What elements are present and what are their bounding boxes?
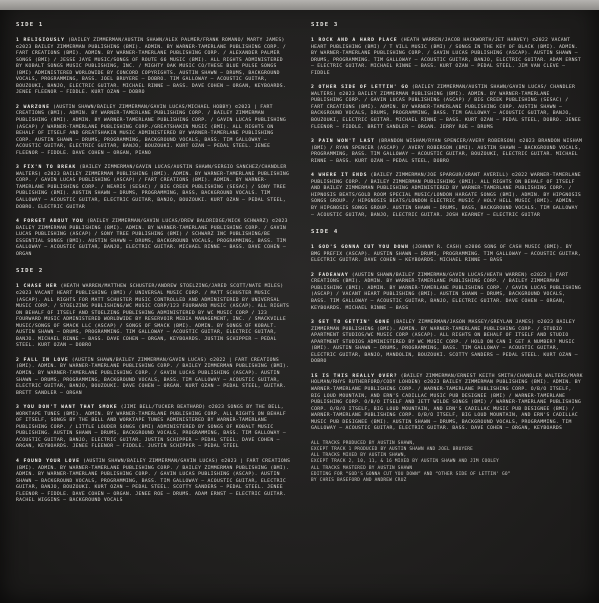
track-title: 3 PAIN WON'T LAST <box>311 139 375 145</box>
track-credit-text <box>16 405 291 451</box>
track-credit-text <box>311 245 583 265</box>
track-credit-text <box>311 139 583 165</box>
track-title: 1 ROCK AND A HARD PLACE <box>311 38 398 43</box>
track-title: 1 GOD'S GONNA CUT YOU DOWN <box>311 245 409 251</box>
track-credits: (HEATH WARREN/JACOB HACKWORTH/JET HARVEY) ©2022 VACANT HEART PUBLISHING (BMI) / T VILL MUSIC (BMI) / SONGS IN THE KEY OF BLACK (BMI). ADMIN. BY WARNER-TAMERLANE PUBLISHING CORP. / GAVIN LUCAS PUBLISHING (ASCAP). AUSTIN SHAWN – DRUMS, PROGRAMMING. TIM GALLOWAY – ACOUSTIC GUITAR, BANJO, ELECTRIC GUITAR. ADAM ERNST – ELECTRIC GUITAR. MICHAEL RINNE – BASS. KURT OZAN – PEDAL STEEL. JIM VAN CLEVE – FIDDLE <box>311 38 582 76</box>
track-entry <box>311 85 583 131</box>
credit-line: EDITING FOR “GOD'S GONNA CUT YOU DOWN” AND “OTHER SIDE OF LETTIN' GO” <box>311 471 511 477</box>
credit-line: ALL TRACKS MASTERED BY AUSTIN SHAWN <box>311 465 413 471</box>
side-1-label: SIDE 1 <box>16 22 44 28</box>
track-credits: (BAILEY ZIMMERMAN/GAVIN LUCAS/AUSTIN SHAWN/SERGIO SANCHEZ/CHANDLER WALTERS) ©2023 BAILEY ZIMMERMAN PUBLISHING (BMI). ADMIN. BY WARNER-TAMERLANE PUBLISHING CORP. / GAVIN LUCAS PUBLISHING (ASCAP) / FART CREATIONS (BMI). ADMIN. BY WARNER-TAMERLANE PUBLISHING CORP. / NEARIS (SESAC) / BIG CREEK PUBLISHING (SESAC) / SONY TREE PUBLISHING (BMI). AUSTIN SHAWN – DRUMS, PROGRAMMING, BASS, BACKGROUND VOCALS. TIM GALLOWAY – ACOUSTIC GUITAR, ELECTRIC GUITAR, BANJO, BOUZOUKI. KURT OZAN – PEDAL STEEL, DOBRO. ELECTRIC GUITAR <box>16 165 290 210</box>
track-entry <box>16 219 291 258</box>
track-credits: (BRANDON WISHAM/RYAN SPENCER/AVERY ROBERSON) ©2023 BRANDON WISHAM (BMI) / RYAN SPENCER (ASCAP) / AVERY ROBERSON (BMI). AUSTIN SHAWN – BACKGROUND VOCALS, PROGRAMMING, BASS. TIM GALLOWAY – ACOUSTIC GUITAR, BOUZOUKI, ELECTRIC GUITAR. MICHAEL RINNE – BASS. KURT OZAN – PEDAL STEEL, DOBRO <box>311 139 583 164</box>
credit-line: EXCEPT TRACK 1 PRODUCED BY AUSTIN SHAWN AND JOEL BRUYERE <box>311 447 474 452</box>
side-4-label: SIDE 4 <box>311 229 339 236</box>
track-credits: (HEATH WARREN/MATTHEW SCHUSTER/ANDREW STOELZING/JARED SCOTT/NATE MILES) ©2023 VACANT HEART PUBLISHING (BMI) / UNIVERSAL MUSIC CORP. / MATT SCHUSTER MUSIC (ASCAP). ALL RIGHTS FOR MATT SCHUSTER MUSIC CONTROLLED AND ADMINISTERED BY UNIVERSAL MUSIC CORP. / STOELZING PUBLISHING/WC MUSIC CORP/123 FOURWARD MUSIC (ASCAP). ALL RIGHTS ON BEHALF OF ITSELF AND STOELZING PUBLISHING ADMINISTERED BY WC MUSIC CORP / 123 FOURWARD MUSIC ADMINISTERED WORLDWIDE BY RESERVOIR MEDIA MANAGEMENT, INC. / SMACKVILLE MUSIC/SONGS OF SMACK LLC (ASCAP) / SONGS OF SMACK (BMI). ADMIN. BY SONGS OF KOBALT. AUSTIN SHAWN – DRUMS, PROGRAMMING. TIM GALLOWAY – ACOUSTIC GUITAR, ELECTRIC GUITAR, BANJO. MICHAEL RINNE – BASS. DAVE COHEN – ORGAN, KEYBOARDS. JUSTIN SCHIPPER – PEDAL STEEL. KURT OZAN – DOBRO <box>16 284 290 349</box>
track-entry <box>16 165 291 211</box>
credit-line: EXCEPT TRACK 2, 10, 11, & 16 MIXED BY AUSTIN SHAWN AND JIM COOLEY <box>311 459 500 465</box>
track-title: 1 RELIGIOUSLY <box>16 38 65 43</box>
track-credits: (AUSTIN SHAWN/BAILEY ZIMMERMAN/GAVIN LUCAS/MICHAEL HOBBY) ©2023 | FART CREATIONS (BMI). ADMIN. BY WARNER-TAMERLANE PUBLISHING CORP. / BAILEY ZIMMERMAN PUBLISHING (BMI). ADMIN. BY WARNER-TAMERLANE PUBLISHING CORP. / GAVIN LUCAS PUBLISHING (ASCAP) / WARNER-TAMERLANE PUBLISHING CORP./GREATSHAKIN MUSIC (BMI). ALL RIGHTS ON BEHALF OF ITSELF AND GREATSHAKIN MUSIC ADMINISTERED BY WARNER-TAMERLANE PUBLISHING CORP. AUSTIN SHAWN – DRUMS, PROGRAMMING, BACKGROUND VOCALS, BASS. TIM GALLOWAY – ACOUSTIC GUITAR, ELECTRIC GUITAR, BANJO, BOUZOUKI. KURT OZAN – PEDAL STEEL. JENEE FLEENOR – FIDDLE. DAVE COHEN – ORGAN, PIANO <box>16 104 287 156</box>
track-credit-text <box>16 105 291 157</box>
track-credit-text <box>16 358 291 397</box>
track-title: 1 CHASE HER <box>16 284 58 290</box>
side-3-tracklist <box>311 38 583 219</box>
track-title: 2 WARZONE <box>16 104 50 110</box>
track-credit-text <box>16 38 291 97</box>
track-title: 3 FIX'N TO BREAK <box>16 165 77 171</box>
side-2-label: SIDE 2 <box>16 268 44 275</box>
track-title: 3 GET TO GETTIN' GONE <box>311 320 390 326</box>
track-title: 4 WHERE IT ENDS <box>311 173 368 179</box>
track-credits: (BAILEY ZIMMERMAN/JOE SPARGUR/GRANT AVERILL) ©2022 WARNER-TAMERLANE PUBLISHING CORP. / BAILEY ZIMMERMAN PUBLISHING (BMI). ALL RIGHTS ON BEHALF OF ITSELF AND BAILEY ZIMMERMAN PUBLISHING ADMINISTERED BY WARNER-TAMERLANE PUBLISHING CORP. / HIPNOSIS BEATS/GOLD ROOM SPECIAL MUSIC/LONDON HARGATE SONGS (BMI). ADMIN. BY HIPGNOSIS SONGS GROUP. / HIPGNOSIS BEATS/LONDON ELECTRIC MUSIC / HOLY HELL MUSIC (BMI). ADMIN. BY HIPGNOSIS SONGS GROUP. AUSTIN SHAWN – DRUMS, BASS, BACKGROUND VOCALS. TIM GALLOWAY – ACOUSTIC GUITAR, BANJO, ELECTRIC GUITAR. JOSH KEARNEY – ELECTRIC GUITAR <box>311 173 582 218</box>
track-title: 2 FADEAWAY <box>311 272 349 278</box>
track-credits: (JOHNNY R. CASH) ©2006 SONG OF CASH MUSIC (BMI). BY BMG PREFIX (ASCAP). AUSTIN SHAWN – DRUMS, PROGRAMMING. TIM GALLOWAY – ACOUSTIC GUITAR, ELECTRIC GUITAR. DAVE COHEN – KEYBOARDS. MICHAEL RINNE – BASS <box>311 245 582 264</box>
track-credit-text <box>16 165 291 211</box>
track-title: 4 FORGET ABOUT YOU <box>16 219 84 225</box>
track-credit-text <box>16 459 291 505</box>
track-entry <box>311 173 583 219</box>
track-credit-text <box>16 219 291 258</box>
track-entry <box>311 273 583 312</box>
credit-line: ALL TRACKS PRODUCED BY AUSTIN SHAWN, <box>311 440 416 446</box>
track-credit-text <box>311 85 583 131</box>
track-entry <box>311 245 583 265</box>
side-1-tracklist <box>16 38 291 258</box>
track-entry <box>311 139 583 165</box>
track-credits: (BAILEY ZIMMERMAN/AUSTIN SHAWN/ALEX PALMER/FRANK ROMANO/ MARTY JAMES) ©2023 BAILEY ZIMMERMAN PUBLISHING (BMI). ADMIN. BY WARNER-TAMERLANE PUBLISHING CORP. / FART CREATIONS (BMI). ADMIN. BY WARNER-TAMERLANE PUBLISHING CORP. / ALEXANDER PALMER SONGS (BMI) / JESSE JAYE MUSIC/SONGS OF ROUTE 66 MUSIC (BMI). ALL RIGHTS ADMINISTERED BY KOBALT SONGS MUSIC PUBLISHING, INC. / MIGHTY OAK MUSIC CO/THESE BLUE PULSE SONGS (BMI) ADMINISTERED WORLDWIDE BY CONCORD COPYRIGHTS. AUSTIN SHAWN – DRUMS, BACKGROUND VOCALS, PROGRAMMING, BASS. JOEL BRUYERE – DOBRO. TIM GALLOWAY – ACOUSTIC GUITAR, BOUZOUKI, BANJO, ELECTRIC GUITAR. MICHAEL RINNE – BASS. DAVE COHEN – ORGAN, KEYBOARDS. JENEE FLEENOR – FIDDLE. KURT OZAN – DOBRO <box>16 38 287 96</box>
credit-line: ALL TRACKS MIXED BY AUSTIN SHAWN, <box>311 453 407 459</box>
track-entry <box>16 358 291 397</box>
track-credit-text <box>16 284 291 349</box>
track-credits: (JIMI BELL/TUCKER BEATHARD) ©2023 SONGS BY THE BELL, WORKTAPE TUNES (BMI). ADMIN. BY WARNER-TAMERLANE PUBLISHING CORP. ALL RIGHTS ON BEHALF OF ITSELF, SONGS BY THE BELL AND WORKTAPE TUNES ADMINISTERED BY WARNER-TAMERLANE PUBLISHING CORP. / LITTLE LOUDER SONGS (BMI) ADMINISTERED BY SONGS OF KOBALT MUSIC PUBLISHING. AUSTIN SHAWN – DRUMS, BACKGROUND VOCALS, PROGRAMMING, BASS. TIM GALLOWAY – ACOUSTIC GUITAR, BANJO, ELECTRIC GUITAR. JUSTIN SCHIPPER – PEDAL STEEL. DAVE COHEN – ORGAN, KEYBOARDS. JENEE FLEENOR – FIDDLE. JUSTIN SCHIPPER – PEDAL STEEL <box>16 405 287 450</box>
credit-line: BY CHRIS BASEFORD AND ANDREW CRUZ <box>311 478 407 484</box>
track-entry <box>16 105 291 157</box>
track-credits: (AUSTIN SHAWN/BAILEY ZIMMERMAN/GAVIN LUCAS/HEATH WARREN) ©2023 | FART CREATIONS (BMI). ADMIN. BY WARNER-TAMERLANE PUBLISHING CORP. / BAILEY ZIMMERMAN PUBLISHING (BMI). ADMIN. BY WARNER-TAMERLANE PUBLISHING CORP. / GAVIN LUCAS PUBLISHING (ASCAP) / VACANT HEART PUBLISHING (BMI). AUSTIN SHAWN – DRUMS, BACKGROUND VOCALS, BASS. TIM GALLOWAY – ACOUSTIC GUITAR, BANJO, ELECTRIC GUITAR. DAVE COHEN – ORGAN, KEYBOARDS. MICHAEL RINNE – BASS <box>311 272 582 311</box>
track-title: 2 OTHER SIDE OF LETTIN' GO <box>311 85 409 91</box>
left-column <box>16 22 291 513</box>
track-entry <box>16 405 291 451</box>
track-entry <box>311 374 583 433</box>
track-credits: (BAILEY ZIMMERMAN/AUSTIN SHAWN/GAVIN LUCAS/ CHANDLER WALTERS) ©2023 BAILEY ZIMMERMAN PUBLISHING (BMI). ADMIN. BY WARNER-TAMERLANE PUBLISHING CORP. / GAVIN LUCAS PUBLISHING (ASCAP) / BIG CREEK PUBLISHING (SESAC) / FART CREATIONS (BMI). ADMIN. BY WARNER-TAMERLANE PUBLISHING CORP. AUSTIN SHAWN – BACKGROUND VOCALS, DRUMS, PROGRAMMING, BASS. TIM GALLOWAY – ACOUSTIC GUITAR, BANJO, BOUZOUKI, ELECTRIC GUITAR. MICHAEL RINNE – BASS. KURT OZAN – PEDAL STEEL, DOBRO. JENEE FLEENOR – FIDDLE. BRETT SANDLER – ORGAN. JERRY ROE – DRUMS <box>311 85 582 130</box>
track-entry <box>311 320 583 366</box>
side-4-tracklist <box>311 245 583 433</box>
track-credit-text <box>311 173 583 219</box>
track-credits: (BAILEY ZIMMERMAN/GAVIN LUCAS/DREW BALDRIDGE/NICK SCHWARZ) ©2023 BAILEY ZIMMERMAN PUBLISHING (BMI). ADMIN. BY WARNER-TAMERLANE PUBLISHING CORP. / GAVIN LUCAS PUBLISHING (ASCAP) / SONY TREE PUBLISHING (BMI) / SCHWARZ INC PUBLISHING/BE ESSENTIAL SONGS (BMI). AUSTIN SHAWN – DRUMS, BACKGROUND VOCALS, PROGRAMMING, BASS. TIM GALLOWAY – ACOUSTIC GUITAR, BANJO, ELECTRIC GUITAR. MICHAEL RINNE – BASS. DAVE COHEN – ORGAN <box>16 219 288 257</box>
track-entry <box>311 38 583 77</box>
track-title: 15 IS THIS REALLY OVER? <box>311 373 398 379</box>
track-credits: (BAILEY ZIMMERMAN/ERNEST KEITH SMITH/CHANDLER WALTERS/MARK HOLMAN/RHYS RUTHERFORD/CODY LOHDEN) ©2023 BAILEY ZIMMERMAN PUBLISHING (BMI). ADMIN. BY WARNER-TAMERLANE PUBLISHING CORP. / WARNER-TAMERLANE PUBLISHING CORP. O/B/O ITSELF, BIG LOUD MOUNTAIN, AND ERN'S CADILLAC MUSIC PUB DESIGNEE (BMI) / WARNER-TAMERLANE PUBLISHING CORP. O/B/O ITSELF AND JETT WILDE SONGS (BMI) / WARNER-TAMERLANE PUBLISHING CORP. O/B/O ITSELF, BIG LOUD MOUNTAIN, AND ERN'S CADILLAC MUSIC PUB DESIGNEE (BMI) / WARNER-TAMERLANE PUBLISHING CORP. O/B/O ITSELF, BIG LOUD MOUNTAIN, AND ERN'S CADILLAC MUSIC PUB DESIGNEE (BMI). AUSTIN SHAWN – DRUMS, BACKGROUND VOCALS, PROGRAMMING. TIM GALLOWAY – ACOUSTIC GUITAR, ELECTRIC GUITAR. BASS. DAVE COHEN – ORGAN, KEYBOARDS <box>311 373 583 432</box>
track-title: 4 FOUND YOUR LOVE <box>16 458 80 464</box>
track-credits: (BAILEY ZIMMERMAN/JASON MASSEY/GREYLAN JAMES) ©2023 BAILEY ZIMMERMAN PUBLISHING (BMI). ADMIN. BY WARNER-TAMERLANE PUBLISHING CORP. / STUDIO APARTMENT STUDIOS/WC MUSIC CORP (ASCAP). ALL RIGHTS ON BEHALF OF ITSELF AND STUDIO APARTMENT STUDIOS ADMINISTERED BY WC MUSIC CORP. / HOLD ON CAN I GET A NUMBER? MUSIC (BMI). AUSTIN SHAWN – DRUMS, PROGRAMMING, BASS. TIM GALLOWAY – ACOUSTIC GUITAR, ELECTRIC GUITAR, BANJO, MANDOLIN, BOUZOUKI. SCOTTY SANDERS – PEDAL STEEL. KURT OZAN – DOBRO <box>311 320 578 365</box>
track-credit-text <box>311 374 583 433</box>
track-title: 2 FALL IN LOVE <box>16 357 69 363</box>
side-2-tracklist <box>16 284 291 504</box>
track-credits: (AUSTIN SHAWN/BAILEY ZIMMERMAN/GAVIN LUCAS) ©2022 | FART CREATIONS (BMI). ADMIN. BY WARNER-TAMERLANE PUBLISHING CORP. / BAILEY ZIMMERMAN PUBLISHING (BMI). ADMIN. BY WARNER-TAMERLANE PUBLISHING CORP. / GAVIN LUCAS PUBLISHING (ASCAP). AUSTIN SHAWN – DRUMS, PROGRAMMING, BACKGROUND VOCALS, BASS. TIM GALLOWAY – ACOUSTIC GUITAR, ELECTRIC GUITAR, BANJO, BOUZOUKI. DAVE COHEN – ORGAN. KURT OZAN – PEDAL STEEL, GUITAR. BRETT SANDLER – ORGAN <box>16 357 290 396</box>
track-entry <box>16 459 291 505</box>
track-credit-text <box>311 273 583 312</box>
side-3-label: SIDE 3 <box>311 22 339 28</box>
track-credit-text <box>311 320 583 366</box>
track-entry <box>16 284 291 349</box>
track-credit-text <box>311 38 583 77</box>
track-credits: (AUSTIN SHAWN/BAILEY ZIMMERMAN/GAVIN LUCAS) ©2023 | FART CREATIONS (BMI). ADMIN. BY WARNER-TAMERLANE PUBLISHING CORP. / BAILEY ZIMMERMAN PUBLISHING (BMI). ADMIN. BY WARNER-TAMERLANE PUBLISHING CORP. / GAVIN LUCAS PUBLISHING (ASCAP). AUSTIN SHAWN – BACKGROUND VOCALS, PROGRAMMING, BASS. TIM GALLOWAY – ACOUSTIC GUITAR, ELECTRIC GUITAR, BANJO, BOUZOUKI. KURT OZAN – PEDAL STEEL. SCOTTY SANDERS – PEDAL STEEL. JENEE FLEENOR – FIDDLE. DAVE COHEN – ORGAN. JENEE ROE – DRUMS. ADAM ERNST – ELECTRIC GUITAR. RACHEL WIGGINS – BACKGROUND VOCALS <box>16 458 291 504</box>
production-credits <box>311 441 583 484</box>
track-title: 3 YOU DON'T WANT THAT SMOKE <box>16 405 118 411</box>
track-entry <box>16 38 291 97</box>
right-column <box>311 22 583 484</box>
